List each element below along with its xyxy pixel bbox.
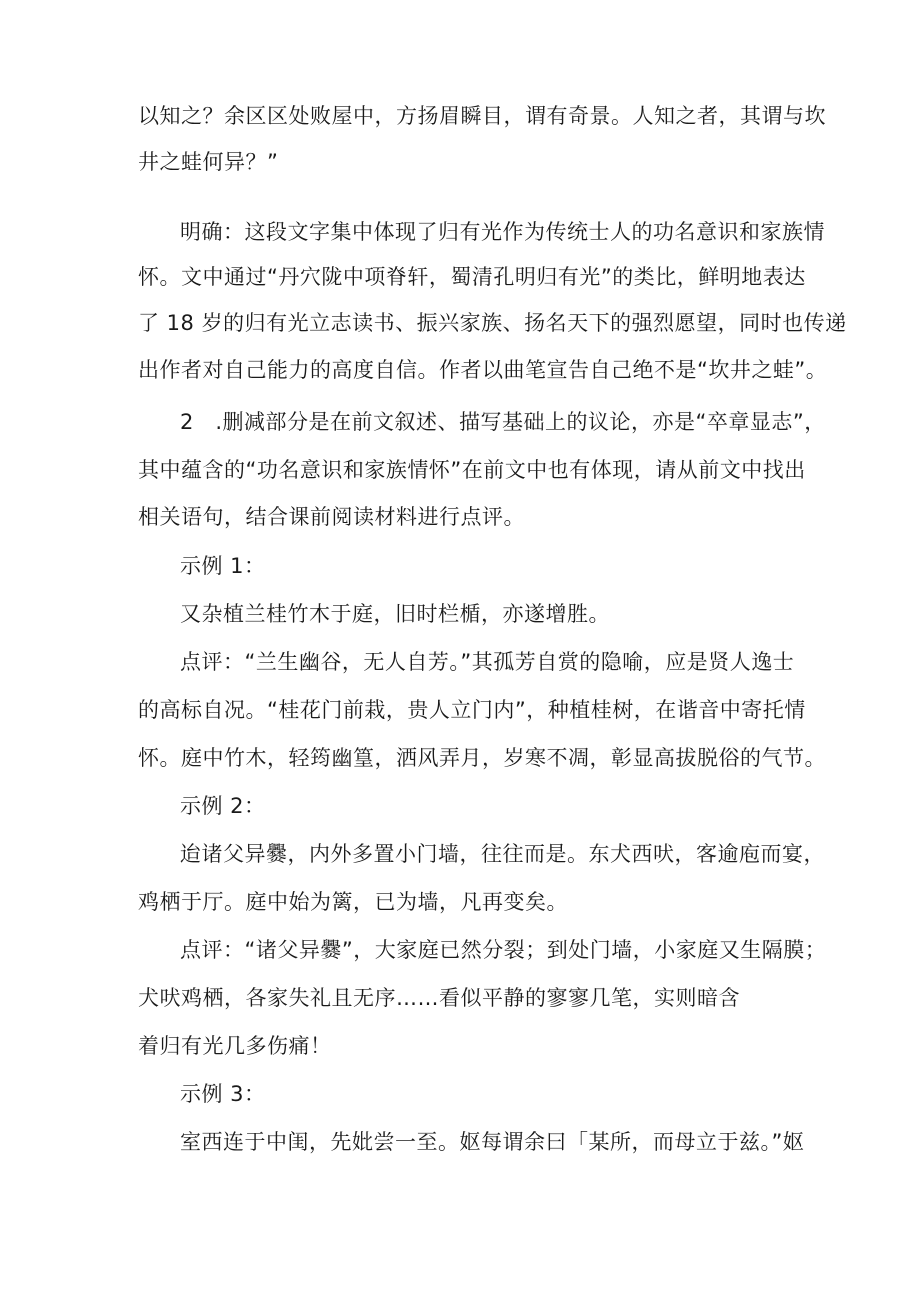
question-2-line-3: 相关语句，结合课前阅读材料进行点评。 <box>138 505 525 529</box>
answer-line-2: 怀。文中通过“丹穴陇中项脊轩，蜀清孔明归有光”的类比，鲜明地表达 <box>138 265 806 289</box>
text-line-2: 井之蛙何异？” <box>138 150 279 174</box>
example-1-comment-line-3: 怀。庭中竹木，轻筠幽篁，洒风弄月，岁寒不凋，彰显高拔脱俗的气节。 <box>138 746 826 770</box>
example-3-heading: 示例 3： <box>180 1082 266 1106</box>
example-2-comment-line-2: 犬吠鸡栖，各家失礼且无序……看似平静的寥寥几笔，实则暗含 <box>138 986 740 1010</box>
question-2-line-2: 其中蕴含的“功名意识和家族情怀”在前文中也有体现，请从前文中找出 <box>138 458 806 482</box>
example-2-quote-line-1: 迨诸父异爨，内外多置小门墙，往往而是。东犬西吠，客逾庖而宴， <box>180 842 825 866</box>
answer-line-3: 了 18 岁的归有光立志读书、振兴家族、扬名天下的强烈愿望，同时也传递 <box>138 311 847 335</box>
example-1-heading: 示例 1： <box>180 554 266 578</box>
answer-line-4: 出作者对自己能力的高度自信。作者以曲笔宣告自己绝不是“坎井之蛙”。 <box>138 358 828 382</box>
example-2-quote-line-2: 鸡栖于厅。庭中始为篱，已为墙，凡再变矣。 <box>138 890 568 914</box>
question-2-line-1: 2 .删减部分是在前文叙述、描写基础上的议论，亦是“卒章显志”， <box>180 410 826 434</box>
example-1-comment-line-1: 点评：“兰生幽谷，无人自芳。”其孤芳自赏的隐喻，应是贤人逸士 <box>180 650 795 674</box>
text-line-1: 以知之？余区区处败屋中，方扬眉瞬目，谓有奇景。人知之者，其谓与坎 <box>138 104 826 128</box>
example-1-comment-line-2: 的高标自况。“桂花门前栽，贵人立门内”，种植桂树，在谐音中寄托情 <box>138 698 806 722</box>
example-1-quote: 又杂植兰桂竹木于庭，旧时栏楯，亦遂增胜。 <box>180 602 610 626</box>
example-2-comment-line-3: 着归有光几多伤痛！ <box>138 1034 332 1058</box>
example-2-heading: 示例 2： <box>180 794 266 818</box>
example-3-quote-line-1: 室西连于中闺，先妣尝一至。妪每谓余曰「某所，而母立于兹。”妪 <box>180 1130 805 1154</box>
example-2-comment-line-1: 点评：“诸父异爨”，大家庭已然分裂；到处门墙，小家庭又生隔膜； <box>180 938 827 962</box>
answer-line-1: 明确：这段文字集中体现了归有光作为传统士人的功名意识和家族情 <box>180 220 825 244</box>
